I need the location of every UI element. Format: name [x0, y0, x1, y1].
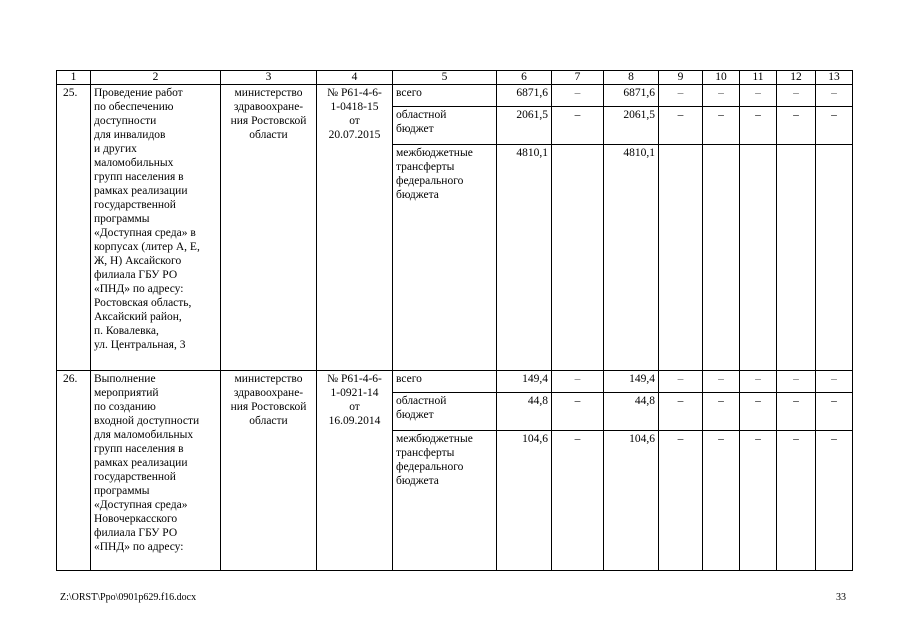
- col-header-9: 9: [659, 71, 703, 85]
- value-col10: –: [703, 393, 740, 431]
- value-col7: –: [552, 107, 604, 145]
- value-col10: –: [703, 431, 740, 571]
- col-header-1: 1: [57, 71, 91, 85]
- document-path: Z:\ORST\Ppo\0901p629.f16.docx: [60, 592, 197, 603]
- document-ref: № Р61-4-6- 1-0418-15 от 20.07.2015: [317, 85, 393, 371]
- executor: министерство здравоохране- ния Ростовской области: [221, 85, 317, 371]
- value-col12: [777, 145, 816, 371]
- value-col10: –: [703, 107, 740, 145]
- value-col9: –: [659, 85, 703, 107]
- value-col11: –: [740, 431, 777, 571]
- executor: министерство здравоохране- ния Ростовской области: [221, 371, 317, 571]
- table-row: [57, 371, 853, 393]
- value-col8: 104,6: [604, 431, 659, 571]
- col-header-6: 6: [497, 71, 552, 85]
- column-number-row: [57, 71, 853, 85]
- value-col6: 4810,1: [497, 145, 552, 371]
- col-header-3: 3: [221, 71, 317, 85]
- funding-source: межбюджетные трансферты федерального бюджета: [393, 145, 497, 371]
- page-number: 33: [836, 592, 846, 603]
- value-col12: –: [777, 393, 816, 431]
- value-col13: –: [816, 431, 853, 571]
- col-header-7: 7: [552, 71, 604, 85]
- value-col8: 6871,6: [604, 85, 659, 107]
- value-col6: 104,6: [497, 431, 552, 571]
- value-col11: –: [740, 107, 777, 145]
- col-header-12: 12: [777, 71, 816, 85]
- measure-name: Проведение работ по обеспечению доступности для инвалидов и других маломобильных групп населения в рамках реализации государственной программы «Доступная среда» в корпусах (литер А, Е, Ж, Н) Аксайского филиала ГБУ РО «ПНД» по адресу: Ростовская область, Аксайский район, п. Ковалевка, ул. Центральная, 3: [91, 85, 221, 371]
- value-col7: –: [552, 371, 604, 393]
- value-col13: [816, 145, 853, 371]
- col-header-11: 11: [740, 71, 777, 85]
- table-row: [57, 85, 853, 107]
- value-col6: 149,4: [497, 371, 552, 393]
- value-col13: –: [816, 393, 853, 431]
- value-col13: –: [816, 371, 853, 393]
- value-col11: –: [740, 371, 777, 393]
- col-header-4: 4: [317, 71, 393, 85]
- col-header-13: 13: [816, 71, 853, 85]
- value-col11: [740, 145, 777, 371]
- funding-source: межбюджетные трансферты федерального бюджета: [393, 431, 497, 571]
- funding-source: всего: [393, 85, 497, 107]
- col-header-2: 2: [91, 71, 221, 85]
- value-col8: 149,4: [604, 371, 659, 393]
- row-number: 25.: [57, 85, 91, 371]
- value-col9: –: [659, 393, 703, 431]
- value-col6: 44,8: [497, 393, 552, 431]
- value-col13: –: [816, 85, 853, 107]
- funding-source: всего: [393, 371, 497, 393]
- funding-source: областной бюджет: [393, 107, 497, 145]
- value-col12: –: [777, 431, 816, 571]
- col-header-5: 5: [393, 71, 497, 85]
- value-col9: –: [659, 107, 703, 145]
- funding-source: областной бюджет: [393, 393, 497, 431]
- value-col7: –: [552, 431, 604, 571]
- col-header-8: 8: [604, 71, 659, 85]
- value-col10: [703, 145, 740, 371]
- value-col9: [659, 145, 703, 371]
- value-col11: –: [740, 85, 777, 107]
- program-table: [56, 70, 853, 571]
- value-col8: 2061,5: [604, 107, 659, 145]
- value-col12: –: [777, 371, 816, 393]
- value-col11: –: [740, 393, 777, 431]
- value-col7: –: [552, 85, 604, 107]
- row-number: 26.: [57, 371, 91, 571]
- document-ref: № Р61-4-6- 1-0921-14 от 16.09.2014: [317, 371, 393, 571]
- value-col7: –: [552, 393, 604, 431]
- measure-name: Выполнение мероприятий по созданию входной доступности для маломобильных групп населения в рамках реализации государственной программы «Доступная среда» Новочеркасского филиала ГБУ РО «ПНД» по адресу:: [91, 371, 221, 571]
- value-col9: –: [659, 371, 703, 393]
- value-col12: –: [777, 85, 816, 107]
- value-col7: [552, 145, 604, 371]
- value-col8: 44,8: [604, 393, 659, 431]
- value-col10: –: [703, 371, 740, 393]
- value-col9: –: [659, 431, 703, 571]
- value-col8: 4810,1: [604, 145, 659, 371]
- value-col10: –: [703, 85, 740, 107]
- value-col6: 2061,5: [497, 107, 552, 145]
- value-col12: –: [777, 107, 816, 145]
- value-col13: –: [816, 107, 853, 145]
- col-header-10: 10: [703, 71, 740, 85]
- value-col6: 6871,6: [497, 85, 552, 107]
